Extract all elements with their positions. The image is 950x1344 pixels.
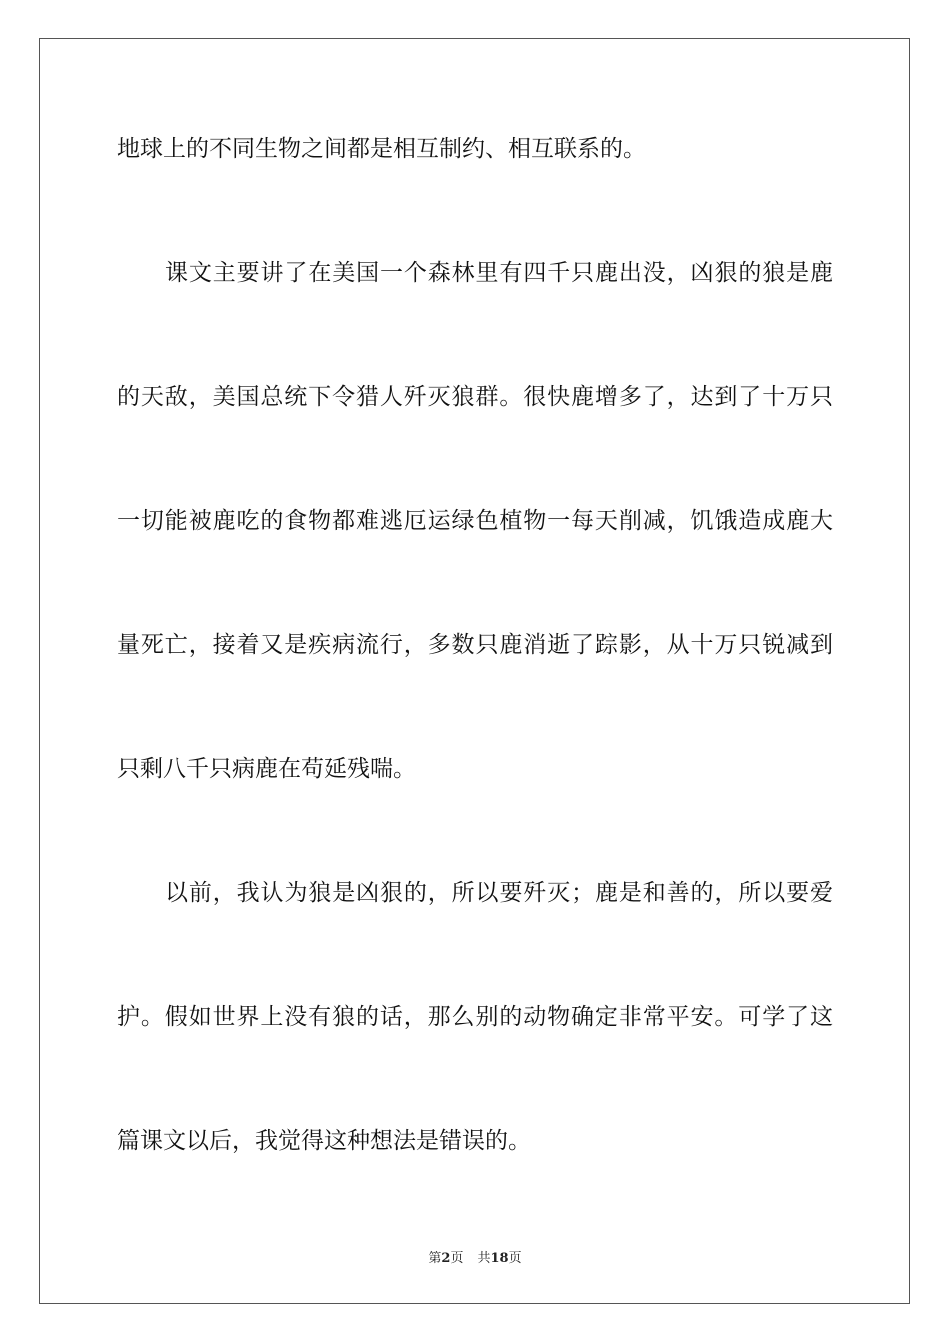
paragraph-line: 地球上的不同生物之间都是相互制约、相互联系的。	[117, 136, 646, 162]
paragraph-line: 一切能被鹿吃的食物都难逃厄运绿色植物一每天削减，饥饿造成鹿大	[117, 508, 833, 534]
paragraph-line: 只剩八千只病鹿在苟延残喘。	[117, 756, 416, 782]
paragraph-line: 以前，我认为狼是凶狠的，所以要歼灭；鹿是和善的，所以要爱	[165, 880, 833, 906]
paragraph-line: 篇课文以后，我觉得这种想法是错误的。	[117, 1128, 531, 1154]
total-pages: 18	[490, 1251, 509, 1266]
page-number: 2	[441, 1251, 451, 1266]
total-prefix: 共	[477, 1251, 491, 1266]
page-footer	[0, 1247, 950, 1266]
page-suffix: 页	[450, 1251, 464, 1266]
paragraph-line: 护。假如世界上没有狼的话，那么别的动物确定非常平安。可学了这	[117, 1004, 833, 1030]
paragraph-line: 量死亡，接着又是疾病流行，多数只鹿消逝了踪影，从十万只锐减到	[117, 632, 833, 658]
paragraph-line: 的天敌，美国总统下令猎人歼灭狼群。很快鹿增多了，达到了十万只	[117, 384, 833, 410]
paragraph-line: 课文主要讲了在美国一个森林里有四千只鹿出没，凶狠的狼是鹿	[165, 260, 833, 286]
total-suffix: 页	[508, 1251, 522, 1266]
page-prefix: 第	[428, 1251, 442, 1266]
page-border	[39, 38, 910, 1304]
